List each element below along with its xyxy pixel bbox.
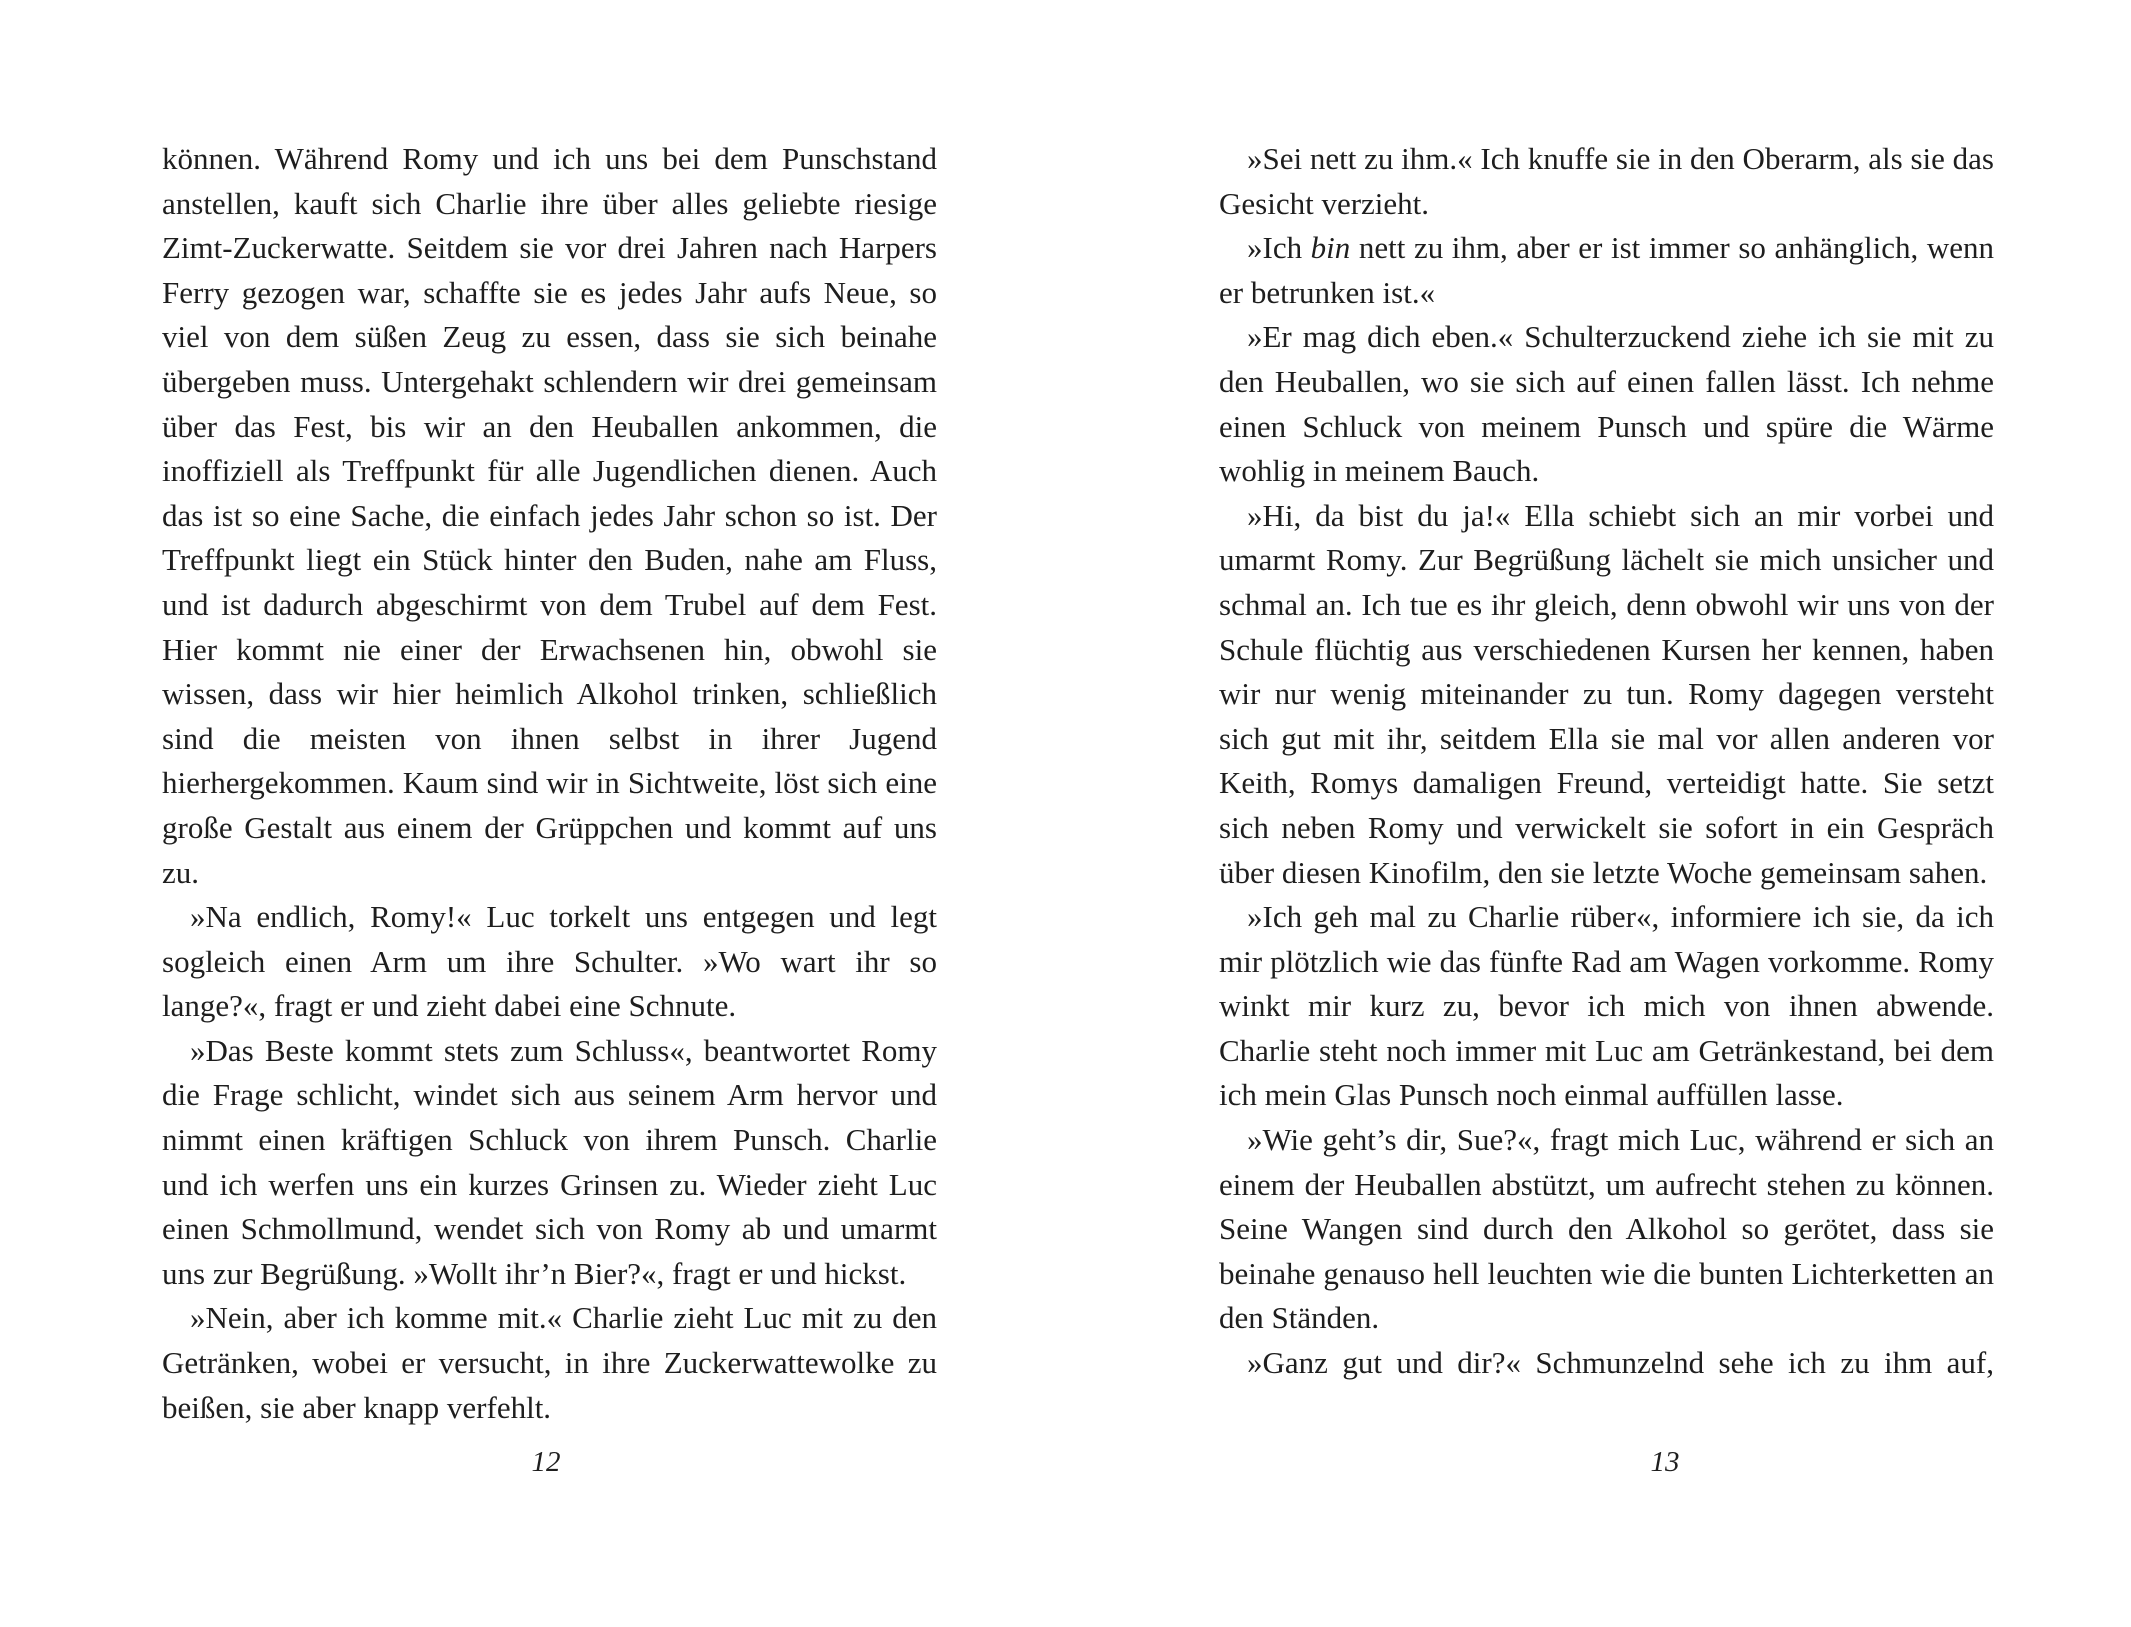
paragraph-2: »Ich bin nett zu ihm, aber er ist immer so anhänglich, wenn er betrunken ist.« xyxy=(1219,230,1994,310)
left-page-text xyxy=(162,137,937,1430)
paragraph-4: »Hi, da bist du ja!« Ella schiebt sich an mir vorbei und umarmt Romy. Zur Begrüßung lächelt sie mich unsicher und schmal an. Ich tue es ihr gleich, denn obwohl wir uns von der Schule flüchtig aus verschiedenen Kursen her kennen, haben wir nur wenig miteinander zu tun. Romy dagegen versteht sich gut mit ihr, seitdem Ella sie mal vor allen anderen vor Keith, Romys damaligen Freund, verteidigt hatte. Sie setzt sich neben Romy und verwickelt sie sofort in ein Gespräch über diesen Kinofilm, den sie letzte Woche gemeinsam sahen. xyxy=(1219,497,1994,890)
paragraph-1: können. Während Romy und ich uns bei dem Punschstand anstellen, kauft sich Charlie ihre über alles geliebte riesige Zimt-Zuckerwatte. Seitdem sie vor drei Jahren nach Harpers Ferry gezogen war, schaffte sie es jedes Jahr aufs Neue, so viel von dem süßen Zeug zu essen, dass sie sich beinahe übergeben muss. Untergehakt schlendern wir drei gemeinsam über das Fest, bis wir an den Heuballen ankommen, die inoffiziell als Treffpunkt für alle Jugendlichen dienen. Auch das ist so eine Sache, die einfach jedes Jahr schon so ist. Der Treffpunkt liegt ein Stück hinter den Buden, nahe am Fluss, und ist dadurch abgeschirmt von dem Trubel auf dem Fest. Hier kommt nie einer der Erwachsenen hin, obwohl sie wissen, dass wir hier heimlich Alkohol trinken, schließlich sind die meisten von ihnen selbst in ihrer Jugend hierhergekommen. Kaum sind wir in Sichtweite, löst sich eine große Gestalt aus einem der Grüppchen und kommt auf uns zu. xyxy=(162,141,937,890)
right-page-text xyxy=(1219,137,1994,1386)
page-number: 12 xyxy=(531,1446,561,1478)
left-page xyxy=(0,0,1065,1627)
emphasis: bin xyxy=(1310,230,1351,266)
page-number: 13 xyxy=(1650,1446,1680,1478)
paragraph-3: »Das Beste kommt stets zum Schluss«, beantwortet Romy die Frage schlicht, windet sich aus seinem Arm hervor und nimmt einen kräftigen Schluck von ihrem Punsch. Charlie und ich werfen uns ein kurzes Grinsen zu. Wieder zieht Luc einen Schmollmund, wendet sich von Romy ab und umarmt uns zur Begrüßung. »Wollt ihr’n Bier?«, fragt er und hickst. xyxy=(162,1032,937,1291)
paragraph-2: »Na endlich, Romy!« Luc torkelt uns entgegen und legt sogleich einen Arm um ihre Schulter. »Wo wart ihr so lange?«, fragt er und zieht dabei eine Schnute. xyxy=(162,899,937,1024)
paragraph-5: »Ich geh mal zu Charlie rüber«, informiere ich sie, da ich mir plötzlich wie das fünfte Rad am Wagen vorkomme. Romy winkt mir kurz zu, bevor ich mich von ihnen abwende. Charlie steht noch immer mit Luc am Getränkestand, bei dem ich mein Glas Punsch noch einmal auffüllen lasse. xyxy=(1219,899,1994,1113)
paragraph-7: »Ganz gut und dir?« Schmunzelnd sehe ich zu ihm auf, xyxy=(1247,1345,1994,1381)
right-page xyxy=(1066,0,2131,1627)
paragraph-6: »Wie geht’s dir, Sue?«, fragt mich Luc, während er sich an einem der Heuballen abstützt, um aufrecht stehen zu können. Seine Wangen sind durch den Alkohol so gerötet, dass sie beinahe genauso hell leuchten wie die bunten Lichterketten an den Ständen. xyxy=(1219,1122,1994,1336)
paragraph-1: »Sei nett zu ihm.« Ich knuffe sie in den Oberarm, als sie das Gesicht verzieht. xyxy=(1219,141,1994,221)
paragraph-4: »Nein, aber ich komme mit.« Charlie zieht Luc mit zu den Getränken, wobei er versucht, in ihre Zuckerwattewolke zu beißen, sie aber knapp verfehlt. xyxy=(162,1300,937,1425)
paragraph-3: »Er mag dich eben.« Schulterzuckend ziehe ich sie mit zu den Heuballen, wo sie sich auf einen fallen lässt. Ich nehme einen Schluck von meinem Punsch und spüre die Wärme wohlig in meinem Bauch. xyxy=(1219,319,1994,489)
